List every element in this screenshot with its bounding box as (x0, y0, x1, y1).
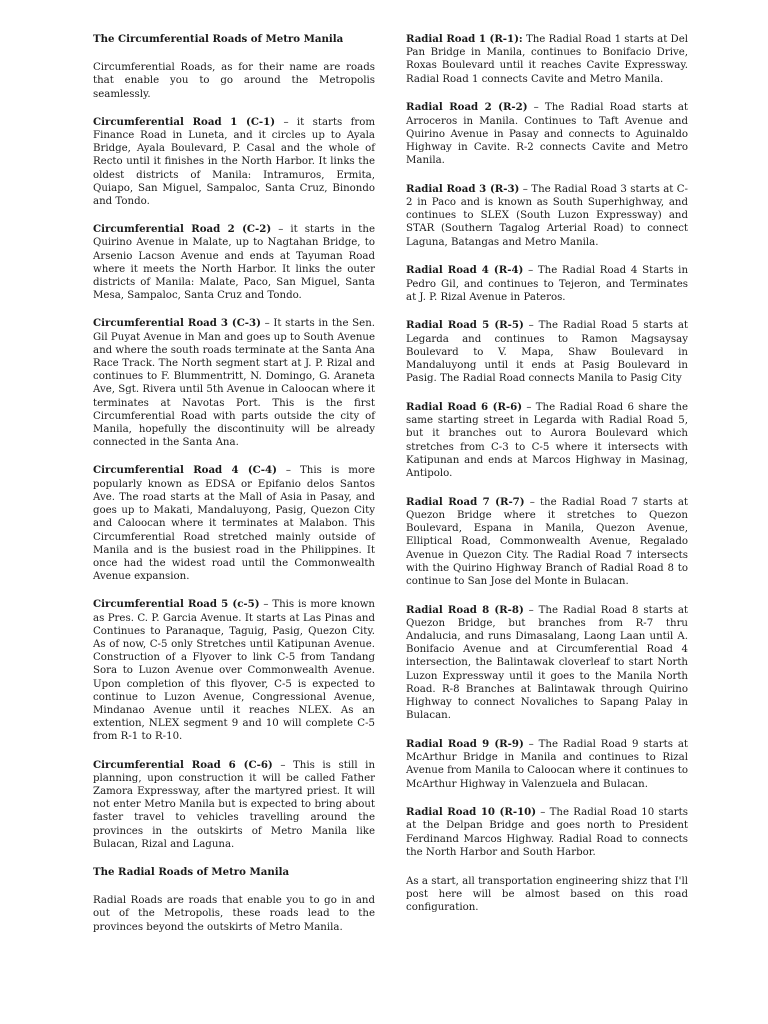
entry-r5 (406, 319, 688, 385)
entry-term: Radial Road 10 (R-10) (406, 806, 537, 819)
entry-text: – This is more popularly known as EDSA or Epifanio delos Santos Ave. The road starts at the Mall of Asia in Pasay, and goes up to Makati, Mandaluyong, Pasig, Quezon City and Caloocan where it terminates at Malabon. This Circumferential Road stretched mainly outside of Manila and is the busiest road in the Philippines. It once had the widest road until the Commonwealth Avenue expansion. (93, 465, 375, 583)
entry-r8 (406, 604, 688, 723)
entry-text: – This is more known as Pres. C. P. Garcia Avenue. It starts at Las Pinas and Continues to Paranaque, Taguig, Pasig, Quezon City. As of now, C-5 only Stretches until Katipunan Avenue. Construction of a Flyover to link C-5 from Tandang Sora to Luzon Avenue over Commonwealth Avenue. Upon completion of this flyover, C-5 is expected to continue to Luzon Avenue, Congressional Avenue, Mindanao Avenue until it reaches NLEX. As an extention, NLEX segment 9 and 10 will complete C-5 from R-1 to R-10. (93, 599, 375, 743)
entry-term: Radial Road 6 (R-6) (406, 400, 523, 413)
entry-text: – The Radial Road 5 starts at Legarda and continues to Ramon Magsaysay Boulevard to V. Mapa, Shaw Boulevard in Mandaluyong until it ends at Pasig Boulevard in Pasig. The Radial Road connects Manila to Pasig City (406, 320, 689, 385)
entry-c3 (93, 317, 375, 449)
entry-text: – This is still in planning, upon construction it will be called Father Zamora Expressway, after the martyred priest. It will not enter Metro Manila but is expected to bring about faster travel to vehicles travelling around the provinces in the outskirts of Metro Manila like Bulacan, Rizal and Laguna. (93, 759, 376, 850)
left-column (93, 33, 375, 949)
entry-text: – The Radial Road 10 starts at the Delpan Bridge and goes north to President Ferdinand Marcos Highway. Radial Road to connects the North Harbor and South Harbor. (406, 807, 688, 858)
entry-term: Radial Road 2 (R-2) (406, 101, 528, 114)
entry-c5 (93, 598, 375, 743)
entry-r4 (406, 264, 688, 304)
entry-text: – The Radial Road 9 starts at McArthur Bridge in Manila and continues to Rizal Avenue from Manila to Caloocan where it continues to McArthur Highway in Valenzuela and Bulacan. (406, 738, 689, 790)
entry-text: – The Radial Road 4 Starts in Pedro Gil, and continues to Tejeron, and Terminates at J. P. Rizal Avenue in Pateros. (406, 265, 689, 303)
entry-term: Circumferential Road 1 (C-1) (93, 115, 276, 128)
entry-c2 (93, 223, 375, 302)
radial-intro-paragraph: Radial Roads are roads that enable you to go in and out of the Metropolis, these roads lead to the provinces beyond the outskirts of Metro Manila. (93, 895, 375, 933)
entry-text: – It starts in the Sen. Gil Puyat Avenue in Man and goes up to South Avenue and where the south roads terminate at the Santa Ana Race Track. The North segment start at J. P. Rizal and continues to F. Blummentritt, N. Domingo, G. Araneta Ave, Sgt. Rivera until 5th Avenue in Caloocan where it terminates at Navotas Port. This is the first Circumferential Road with parts outside the city of Manila, hopefully the discontinuity will be already connected in the Santa Ana. (93, 318, 375, 449)
entry-text: The Radial Road 1 starts at Del Pan Bridge in Manila, continues to Bonifacio Drive, Roxas Boulevard until it reaches Cavite Expressway. Radial Road 1 connects Cavite and Metro Manila. (406, 34, 689, 85)
entry-text: – The Radial Road 8 starts at Quezon Bridge, but branches from R-7 thru Andalucia, and runs Dimasalang, Laong Laan until A. Bonifacio Avenue and at Circumferential Road 4 intersection, the Balintawak cloverleaf to start North Luzon Expressway until it goes to the Manila North Road. R-8 Branches at Balintawak through Quirino Highway to connect Novaliches to Sapang Palay in Bulacan. (406, 604, 689, 722)
entry-term: Radial Road 8 (R-8) (406, 603, 524, 616)
intro-paragraph: Circumferential Roads, as for their name are roads that enable you to go around the Metropolis seamlessly. (93, 62, 375, 100)
entry-term: Radial Road 5 (R-5) (406, 319, 524, 332)
entry-term: Circumferential Road 5 (c-5) (93, 598, 260, 611)
entry-term: Circumferential Road 6 (C-6) (93, 758, 273, 771)
section-heading-radial: The Radial Roads of Metro Manila (93, 865, 290, 878)
entry-term: Radial Road 9 (R-9) (406, 737, 524, 750)
entry-c6 (93, 759, 375, 851)
entry-r6 (406, 401, 688, 480)
entry-text: – the Radial Road 7 starts at Quezon Bridge where it stretches to Quezon Boulevard, Espana in Manila, Quezon Avenue, Elliptical Road, Commonwealth Avenue, Regalado Avenue in Quezon City. The Radial Road 7 intersects with the Quirino Highway Branch of Radial Road 8 to continue to San Jose del Monte in Bulacan. (406, 496, 689, 587)
right-column (406, 33, 688, 930)
entry-r3 (406, 183, 688, 249)
entry-term: Radial Road 3 (R-3) (406, 182, 520, 195)
entry-text: – it starts in the Quirino Avenue in Malate, up to Nagtahan Bridge, to Arsenio Lacson Avenue and ends at Tayuman Road where it meets the North Harbor. It links the outer districts of Manila: Malate, Paco, San Miguel, Santa Mesa, Sampaloc, Santa Cruz and Tondo. (93, 224, 375, 302)
entry-text: – The Radial Road 6 share the same starting street in Legarda with Radial Road 5, but it branches out to Aurora Boulevard which stretches from C-3 to C-5 where it intersects with Katipunan and ends at Marcos Highway in Masinag, Antipolo. (406, 401, 688, 479)
entry-r1 (406, 33, 688, 86)
entry-text: – The Radial Road starts at Arroceros in Manila. Continues to Taft Avenue and Quirino Avenue in Pasay and connects to Aguinaldo Highway in Cavite. R-2 connects Cavite and Metro Manila. (406, 102, 689, 167)
entry-text: – it starts from Finance Road in Luneta, and it circles up to Ayala Bridge, Ayala Boulevard, P. Casal and the whole of Recto until it finishes in the North Harbor. It links the oldest districts of Manila: Intramuros, Ermita, Quiapo, San Miguel, Sampaloc, Santa Cruz, Binondo and Tondo. (93, 116, 376, 208)
entry-term: Radial Road 4 (R-4) (406, 264, 524, 277)
entry-term: Radial Road 1 (R-1): (406, 33, 523, 45)
entry-c1 (93, 116, 375, 208)
entry-r10 (406, 806, 688, 859)
entry-text: – The Radial Road 3 starts at C-2 in Paco and is known as South Superhighway, and continues to SLEX (South Luzon Expressway) and STAR (Southern Tagalog Arterial Road) to connect Laguna, Batangas and Metro Manila. (406, 183, 688, 248)
entry-c4 (93, 464, 375, 583)
entry-term: Circumferential Road 3 (C-3) (93, 317, 261, 330)
entry-r2 (406, 101, 688, 167)
entry-term: Circumferential Road 2 (C-2) (93, 223, 272, 236)
entry-term: Circumferential Road 4 (C-4) (93, 464, 277, 477)
entry-term: Radial Road 7 (R-7) (406, 495, 525, 508)
entry-r9 (406, 738, 688, 791)
section-heading-circumferential: The Circumferential Roads of Metro Manila (93, 33, 344, 45)
entry-r7 (406, 496, 688, 588)
closing-paragraph: As a start, all transportation engineering shizz that I'll post here will be almost based on this road configuration. (406, 875, 688, 913)
